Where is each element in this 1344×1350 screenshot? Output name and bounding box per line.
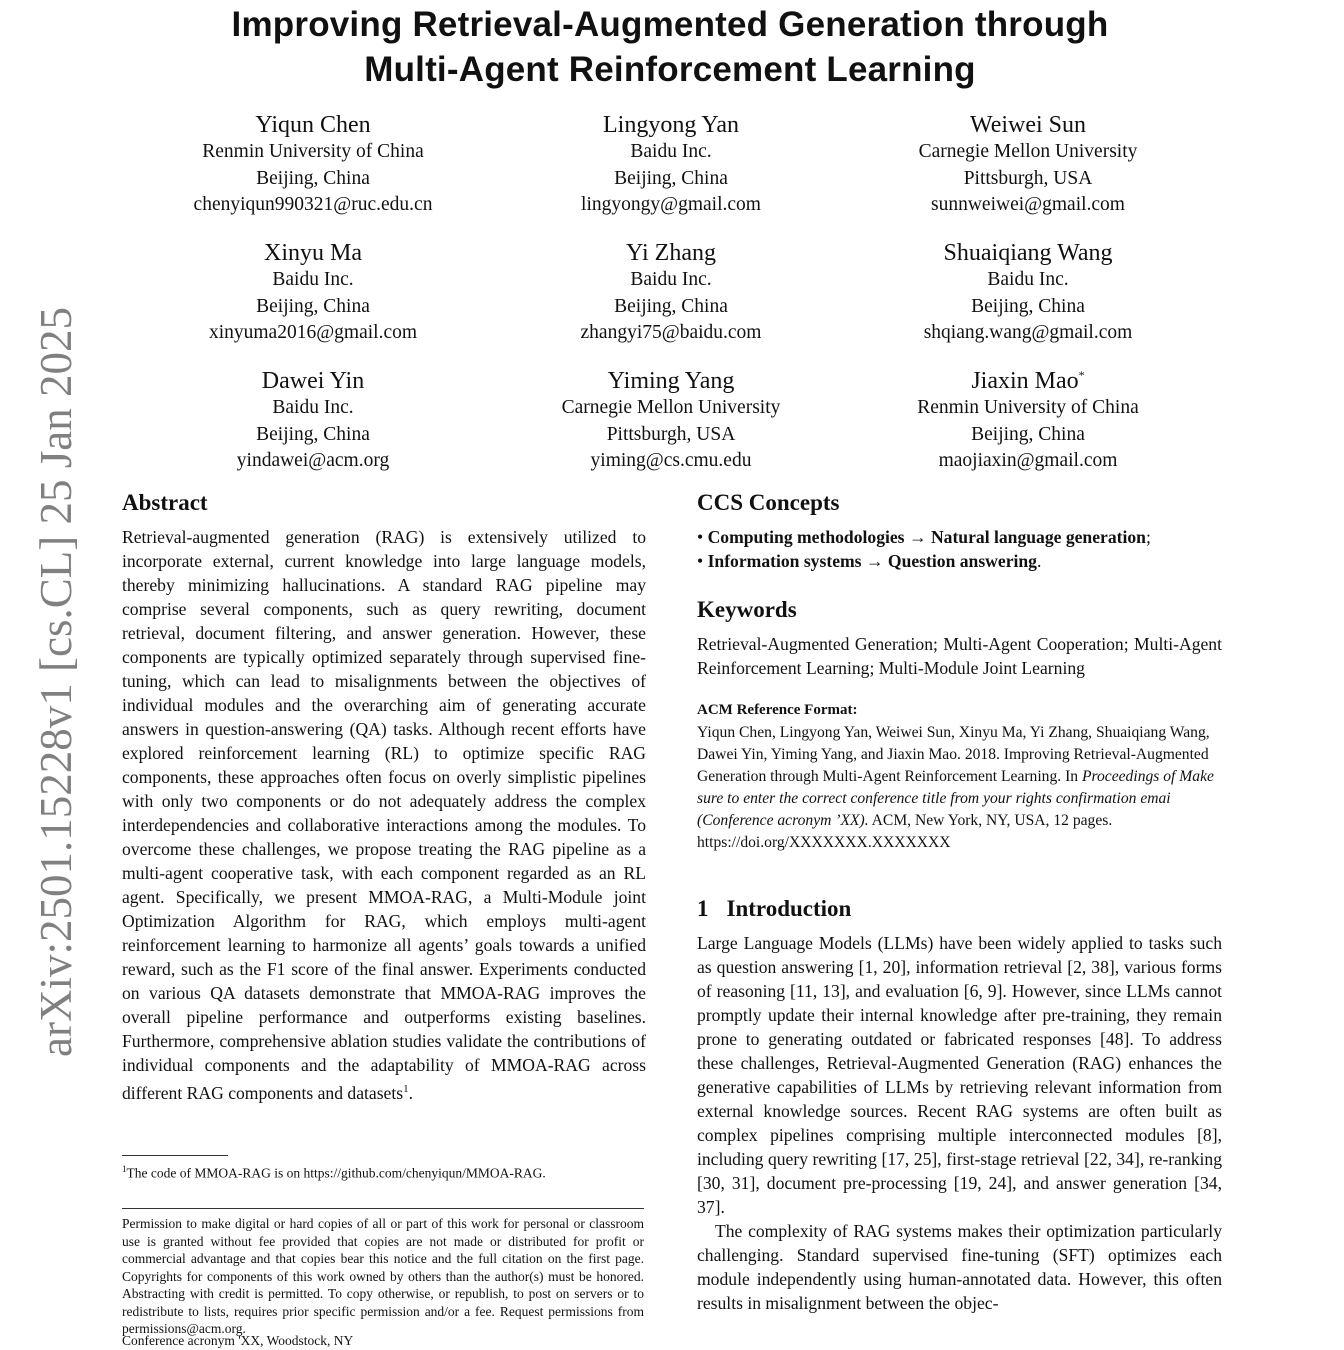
author-name: Yi Zhang: [626, 240, 716, 266]
conference-line: Conference acronym 'XX, Woodstock, NY: [122, 1333, 354, 1348]
title-line-2: Multi-Agent Reinforcement Learning: [364, 50, 976, 89]
abstract-heading: Abstract: [122, 490, 208, 515]
author-block: [148, 239, 478, 347]
author-email: yindawei@acm.org: [236, 450, 390, 471]
paper-title: [120, 2, 1220, 92]
ccs-arrow: →: [908, 527, 927, 547]
author-block: [863, 111, 1193, 219]
author-block: [506, 111, 836, 219]
keywords-text: Retrieval-Augmented Generation; Multi-Agent Cooperation; Multi-Agent Reinforcement Learning; Multi-Module Joint Learning: [697, 634, 1222, 678]
author-block: [148, 111, 478, 219]
acm-reference-tail: ACM, New York, NY, USA, 12 pages. https://doi.org/XXXXXXX.XXXXXXX: [697, 812, 1113, 851]
author-email: chenyiqun990321@ruc.edu.cn: [193, 194, 433, 215]
author-name-text: Jiaxin Mao: [971, 368, 1079, 394]
author-name: Shuaiqiang Wang: [943, 240, 1113, 266]
author-affiliation: Baidu Inc.: [987, 269, 1069, 290]
author-location: Beijing, China: [971, 295, 1085, 317]
keywords-heading: Keywords: [697, 597, 797, 622]
footnote-text: The code of MMOA-RAG is on https://github.com/chenyiqun/MMOA-RAG.: [126, 1165, 546, 1181]
acm-reference-proceedings: Proceedings of Make sure to enter the correct conference title from your rights confirmation emai (Conference acronym ’XX).: [697, 768, 1214, 829]
author-location: Pittsburgh, USA: [963, 167, 1093, 189]
acm-reference-body: [697, 722, 1222, 854]
author-affiliation: Baidu Inc.: [272, 397, 354, 418]
permission-rule: [122, 1208, 644, 1209]
introduction-heading: [697, 896, 851, 922]
author-email: sunnweiwei@gmail.com: [931, 194, 1125, 215]
section-title: Introduction: [726, 896, 852, 921]
author-affiliation: Baidu Inc.: [272, 269, 354, 290]
author-affiliation: Renmin University of China: [917, 397, 1139, 418]
author-name: Xinyu Ma: [264, 240, 362, 266]
ccs-end: .: [1036, 551, 1042, 571]
author-block: [148, 367, 478, 475]
author-name: Lingyong Yan: [602, 112, 740, 138]
acm-reference-heading: ACM Reference Format:: [697, 702, 858, 718]
permission-notice: Permission to make digital or hard copies of all or part of this work for personal or classroom use is granted without fee provided that copies are not made or distributed for profit or commercial advantage and that copies bear this notice and the full citation on the first page. Copyrights for components of this work owned by others than the author(s) must be honored. Abstracting with credit is permitted. To copy otherwise, or republish, to post on servers or to redistribute to lists, requires prior specific permission and/or a fee. Request permissions from permissions@acm.org.: [122, 1216, 644, 1336]
abstract-text: Retrieval-augmented generation (RAG) is extensively utilized to incorporate external, current knowledge into large language models, thereby minimizing hallucinations. A standard RAG pipeline may comprise several components, such as query rewriting, document retrieval, document filtering, and answer generation. However, these components are typically optimized separately through supervised fine-tuning, which can lead to misalignments between the objectives of individual modules and the overarching aim of generating accurate answers in question-answering (QA) tasks. Although recent efforts have explored reinforcement learning (RL) to optimize specific RAG components, these approaches often focus on overly simplistic pipelines with only two components or do not adequately address the complex interdependencies and collaborative interactions among the modules. To overcome these challenges, we propose treating the RAG pipeline as a multi-agent cooperative task, with each component regarded as an RL agent. Specifically, we present MMOA-RAG, a Multi-Module joint Optimization Algorithm for RAG, which employs multi-agent reinforcement learning to harmonize all agents’ goals towards a unified reward, such as the F1 score of the final answer. Experiments conducted on various QA datasets demonstrate that MMOA-RAG improves the overall pipeline performance and outperforms existing baselines. Furthermore, comprehensive ablation studies validate the contributions of individual components and the adaptability of MMOA-RAG across different RAG components and datasets: [122, 527, 646, 1103]
author-name: Yiming Yang: [607, 368, 735, 394]
author-location: Beijing, China: [614, 295, 728, 317]
ccs-item-a: Information systems: [707, 551, 862, 571]
author-name: Yiqun Chen: [255, 112, 371, 138]
author-name: Dawei Yin: [261, 368, 365, 394]
author-email: xinyuma2016@gmail.com: [208, 322, 418, 343]
author-block: [506, 367, 836, 475]
ccs-heading: CCS Concepts: [697, 490, 840, 515]
ccs-item-b: Natural language generation: [930, 527, 1146, 547]
author-email: lingyongy@gmail.com: [581, 194, 761, 215]
author-email: zhangyi75@baidu.com: [580, 322, 762, 343]
ccs-arrow: →: [865, 551, 884, 571]
corresponding-mark: *: [1078, 368, 1085, 382]
ccs-item-a: Computing methodologies: [707, 527, 905, 547]
author-block: [506, 239, 836, 347]
ccs-item: • Computing methodologies → Natural language generation;: [697, 527, 1151, 547]
author-affiliation: Carnegie Mellon University: [918, 141, 1138, 162]
author-name: Weiwei Sun: [969, 112, 1087, 138]
section-number: 1: [697, 896, 709, 921]
footnote-mark: 1: [122, 1164, 127, 1174]
ccs-end: ;: [1145, 527, 1151, 547]
author-affiliation: Baidu Inc.: [630, 269, 712, 290]
footnote: [122, 1160, 546, 1183]
author-location: Beijing, China: [256, 423, 370, 445]
author-email: shqiang.wang@gmail.com: [923, 322, 1133, 343]
intro-paragraph-2: The complexity of RAG systems makes their optimization particularly challenging. Standard supervised fine-tuning (SFT) optimizes each module independently using human-annotated data. However, this often results in misalignment between the objec-: [697, 1221, 1222, 1313]
author-location: Pittsburgh, USA: [606, 423, 736, 445]
author-block: [863, 239, 1193, 347]
author-affiliation: Renmin University of China: [202, 141, 424, 162]
author-location: Beijing, China: [256, 295, 370, 317]
ccs-item: • Information systems → Question answering.: [697, 551, 1042, 571]
author-location: Beijing, China: [614, 167, 728, 189]
abstract-body: [122, 525, 646, 1105]
author-location: Beijing, China: [256, 167, 370, 189]
author-affiliation: Baidu Inc.: [630, 141, 712, 162]
author-email: maojiaxin@gmail.com: [938, 450, 1118, 471]
intro-paragraph-1: Large Language Models (LLMs) have been widely applied to tasks such as question answering [1, 20], information retrieval [2, 38], various forms of reasoning [11, 13], and evaluation [6, 9]. However, since LLMs cannot promptly update their internal knowledge after pre-training, they remain prone to generating outdated or fabricated responses [48]. To address these challenges, Retrieval-Augmented Generation (RAG) enhances the generative capabilities of LLMs by retrieving relevant information from external knowledge sources. Recent RAG systems are often built as complex pipelines comprising multiple interconnected modules [8], including query rewriting [17, 25], first-stage retrieval [22, 34], re-ranking [30, 31], document pre-processing [19, 24], and answer generation [34, 37].: [697, 933, 1222, 1217]
footnote-rule: [122, 1155, 228, 1156]
arxiv-identifier: arXiv:2501.15228v1 [cs.CL] 25 Jan 2025: [31, 307, 81, 1057]
author-name: [863, 367, 1193, 395]
title-line-1: Improving Retrieval-Augmented Generation through: [231, 5, 1109, 44]
author-email: yiming@cs.cmu.edu: [590, 450, 752, 471]
author-location: Beijing, China: [971, 423, 1085, 445]
introduction-body: [697, 931, 1222, 1315]
author-block: [863, 367, 1193, 475]
author-affiliation: Carnegie Mellon University: [561, 397, 781, 418]
abstract-end: .: [408, 1082, 414, 1103]
acm-reference-authors: Yiqun Chen, Lingyong Yan, Weiwei Sun, Xinyu Ma, Yi Zhang, Shuaiqiang Wang, Dawei Yin, Yiming Yang, and Jiaxin Mao. 2018. Improving Retrieval-Augmented Generation through Multi-Agent Reinforcement Learning. In: [697, 724, 1210, 785]
ccs-item-b: Question answering: [887, 551, 1037, 571]
abstract-footnote-mark: 1: [403, 1083, 409, 1095]
ccs-list: [697, 525, 1227, 573]
